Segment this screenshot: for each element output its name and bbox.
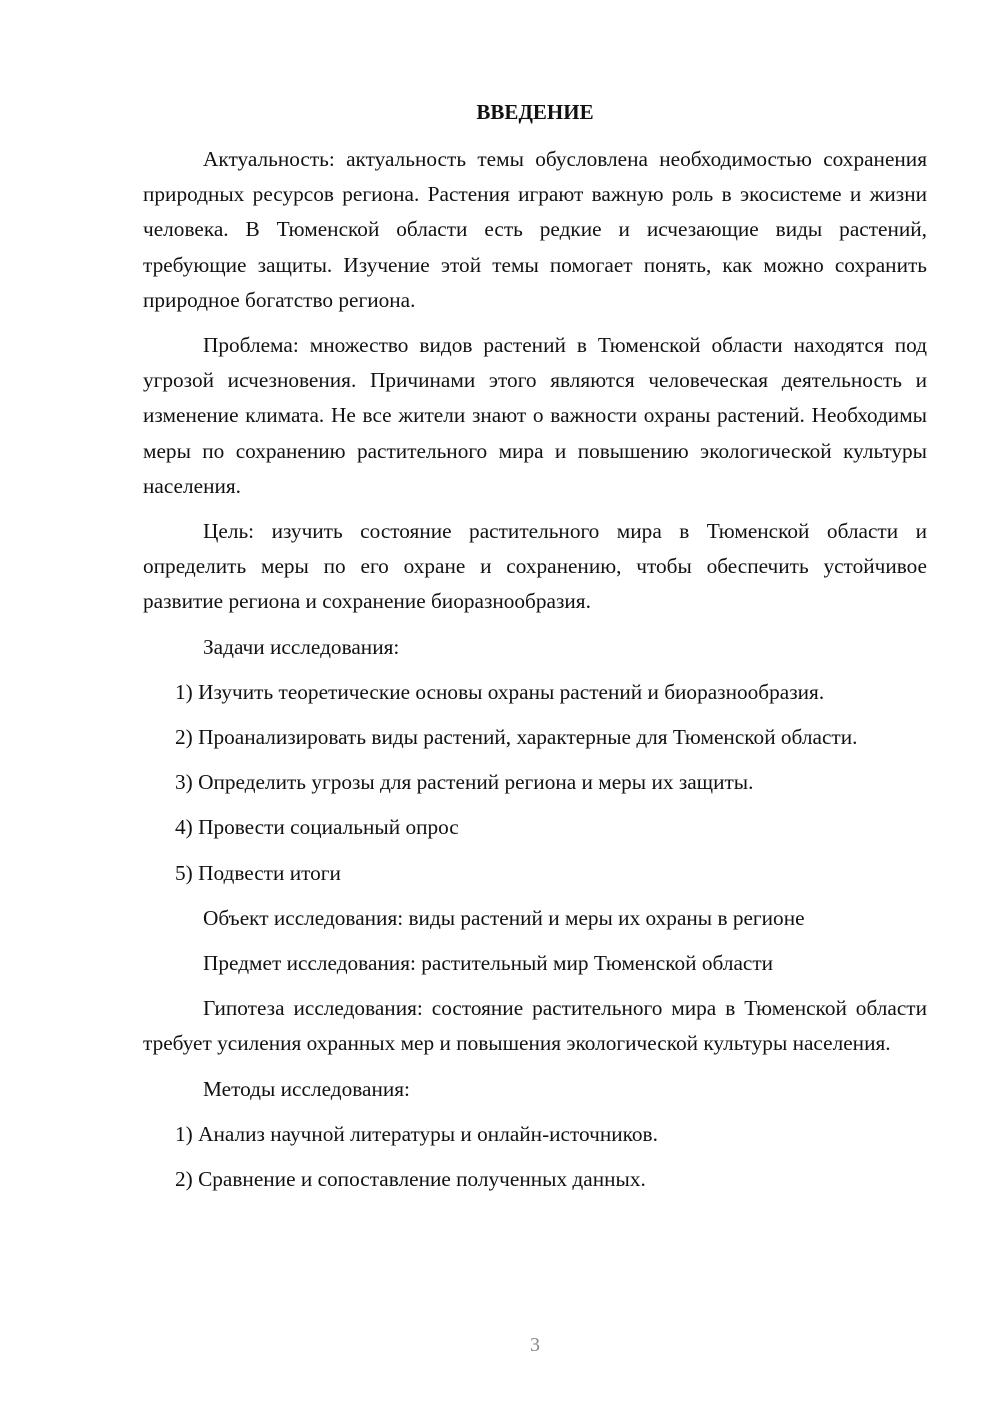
paragraph-object: Объект исследования: виды растений и меры их охраны в регионе [203, 905, 805, 930]
methods-heading: Методы исследования: [203, 1076, 410, 1101]
task-item-1: 1) Изучить теоретические основы охраны растений и биоразнообразия. [175, 679, 825, 704]
task-item-3: 3) Определить угрозы для растений региона и меры их защиты. [175, 770, 754, 795]
section-title: ВВЕДЕНИЕ [476, 100, 594, 124]
method-item-2: 2) Сравнение и сопоставление полученных данных. [175, 1167, 646, 1192]
paragraph-goal: Цель: изучить состояние растительного мира в Тюменской области и определить меры по его охране и сохранению, чтобы обеспечить устойчивое развитие региона и сохранение биоразнообразия. [143, 519, 927, 614]
document-body [143, 142, 927, 1207]
task-item-4: 4) Провести социальный опрос [175, 815, 459, 840]
tasks-heading: Задачи исследования: [203, 634, 400, 659]
task-item-5: 5) Подвести итоги [175, 860, 341, 885]
page-number: 3 [530, 1334, 540, 1356]
method-item-1: 1) Анализ научной литературы и онлайн-источников. [175, 1121, 658, 1146]
paragraph-relevance: Актуальность: актуальность темы обусловлена необходимостью сохранения природных ресурсов региона. Растения играют важную роль в экосистеме и жизни человека. В Тюменской области есть редкие и исчезающие виды растений, требующие защиты. Изучение этой темы помогает понять, как можно сохранить природное богатство региона. [143, 147, 927, 312]
paragraph-problem: Проблема: множество видов растений в Тюменской области находятся под угрозой исчезновения. Причинами этого являются человеческая деятельность и изменение климата. Не все жители знают о важности охраны растений. Необходимы меры по сохранению растительного мира и повышению экологической культуры населения. [143, 333, 927, 498]
paragraph-hypothesis: Гипотеза исследования: состояние растительного мира в Тюменской области требует усиления охранных мер и повышения экологической культуры населения. [143, 996, 927, 1056]
task-item-2: 2) Проанализировать виды растений, характерные для Тюменской области. [175, 725, 858, 750]
paragraph-subject: Предмет исследования: растительный мир Тюменской области [203, 951, 774, 976]
